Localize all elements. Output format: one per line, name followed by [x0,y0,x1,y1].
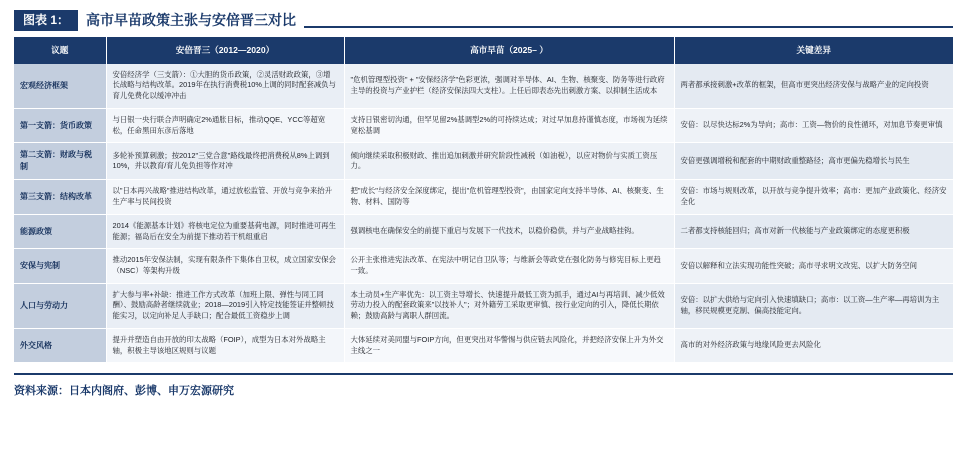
cell-issue: 能源政策 [14,214,106,248]
cell-difference: 安倍：以扩大供给与定向引入快速填缺口；高市：以工资—生产率—再培训为主轴，移民规模更克制、偏高技能定向。 [674,283,953,328]
cell-abe: 安倍经济学（三支箭）：①大胆的货币政策，②灵活财政政策，③增长战略与结构改革。2019年在执行消费税10%上调的同时配套减负与育儿免费化以缓冲冲击 [106,64,344,109]
cell-issue: 宏观经济框架 [14,64,106,109]
column-header-difference: 关键差异 [674,37,953,63]
cell-takaichi: "危机管理型投资" + "安保经济学"色彩更浓，强调对半导体、AI、生物、核聚变、防务等进行政府主导的投资与产业护栏（经济安保法四大支柱）。上任后即表态先出刺激方案、以抑制生活成本 [344,64,674,109]
cell-issue: 人口与劳动力 [14,283,106,328]
column-header-takaichi: 高市早苗（2025– ） [344,37,674,63]
table-header-row [14,37,953,63]
cell-abe: 2014《能源基本计划》将核电定位为重要基荷电源，同时推进可再生能源；福岛后在安全为前提下推动若干机组重启 [106,214,344,248]
cell-difference: 两者都承接刺激+改革的框架，但高市更突出经济安保与战略产业的定向投资 [674,64,953,109]
figure-number-badge: 图表 1： [14,10,78,31]
title-divider [304,26,953,28]
cell-difference: 安倍以解释和立法实现功能性突破；高市寻求明文改宪、以扩大防务空间 [674,249,953,283]
source-note: 资料来源：日本内阁府、彭博、申万宏源研究 [14,373,953,398]
cell-difference: 安倍更强调增税和配套的中期财政重整路径；高市更偏先稳增长与民生 [674,143,953,180]
column-header-abe: 安倍晋三（2012—2020） [106,37,344,63]
figure-title [14,0,953,37]
table-row [14,214,953,248]
cell-takaichi: 本土动员+生产率优先：以工资主导增长、快速提升最低工资为抓手，通过AI与再培训、减少低效劳动力投入的配套政策来"以技补人"；对外籍劳工采取更审慎、按行业定向的引入，降低长期依赖；鼓励高龄与离职人群回流。 [344,283,674,328]
cell-issue: 第二支箭：财政与税制 [14,143,106,180]
table-row [14,108,953,142]
table-row [14,283,953,328]
cell-difference: 二者都支持核能回归；高市对新一代核能与产业政策绑定的态度更积极 [674,214,953,248]
table-row [14,180,953,214]
cell-abe: 扩大参与率+补缺：推进工作方式改革（加班上限、弹性与同工同酬）、鼓励高龄者继续就业；2018—2019引入特定技能签证并整顿技能实习，以定向补足人手缺口；配合最低工资稳步上调 [106,283,344,328]
cell-difference: 高市的对外经济政策与地缘风险更去风险化 [674,328,953,362]
cell-takaichi: 公开主张推进宪法改革、在宪法中明记自卫队等；与维新会等政党在强化防务与修宪目标上更趋一致。 [344,249,674,283]
cell-takaichi: 支持日银密切沟通，但罕见留2%基调型2%的可持续达成；对过早加息持谨慎态度，市场视为延续宽松基调 [344,108,674,142]
cell-abe: 推动2015年安保法制，实现有限条件下集体自卫权，成立国家安保会（NSC）等架构升级 [106,249,344,283]
cell-takaichi: 大体延续对美同盟与FOIP方向，但更突出对华警惕与供应链去风险化，并把经济安保上升为外交主线之一 [344,328,674,362]
table-row [14,328,953,362]
cell-abe: 提升并塑造自由开放的印太战略（FOIP），成型为日本对外战略主轴，积极主导该地区规则与议题 [106,328,344,362]
cell-issue: 第三支箭：结构改革 [14,180,106,214]
cell-issue: 外交风格 [14,328,106,362]
table-row [14,64,953,109]
cell-difference: 安倍：以尽快达标2%为导向；高市：工资—物价的良性循环，对加息节奏更审慎 [674,108,953,142]
table-row [14,143,953,180]
table-row [14,249,953,283]
cell-abe: 与日银一央行联合声明确定2%通胀目标，推动QQE、YCC等超宽松，任命黑田东彦后落地 [106,108,344,142]
column-header-issue: 议题 [14,37,106,63]
cell-issue: 安保与宪制 [14,249,106,283]
cell-difference: 安倍：市场与规则改革，以开放与竞争提升效率；高市：更加产业政策化、经济安全化 [674,180,953,214]
cell-takaichi: 把"成长"与经济安全深度绑定，提出"危机管理型投资"，由国家定向支持半导体、AI、核聚变、生物、材料、国防等 [344,180,674,214]
page-title: 高市早苗政策主张与安倍晋三对比 [86,11,297,28]
cell-abe: 以"日本再兴战略"推进结构改革，通过放松监管、开放与竞争来抬升生产率与民间投资 [106,180,344,214]
cell-takaichi: 强调核电在确保安全的前提下重启与发展下一代技术，以稳价稳供，并与产业战略挂钩。 [344,214,674,248]
cell-abe: 多轮补预算刺激；按2012"三党合意"路线最终把消费税从8%上调到10%，并以教育/育儿免负担等作对冲 [106,143,344,180]
comparison-table [14,37,953,363]
cell-issue: 第一支箭：货币政策 [14,108,106,142]
cell-takaichi: 倾向继续采取积极财政、推出追加刺激并研究阶段性减税（如油税），以应对物价与实质工资压力。 [344,143,674,180]
